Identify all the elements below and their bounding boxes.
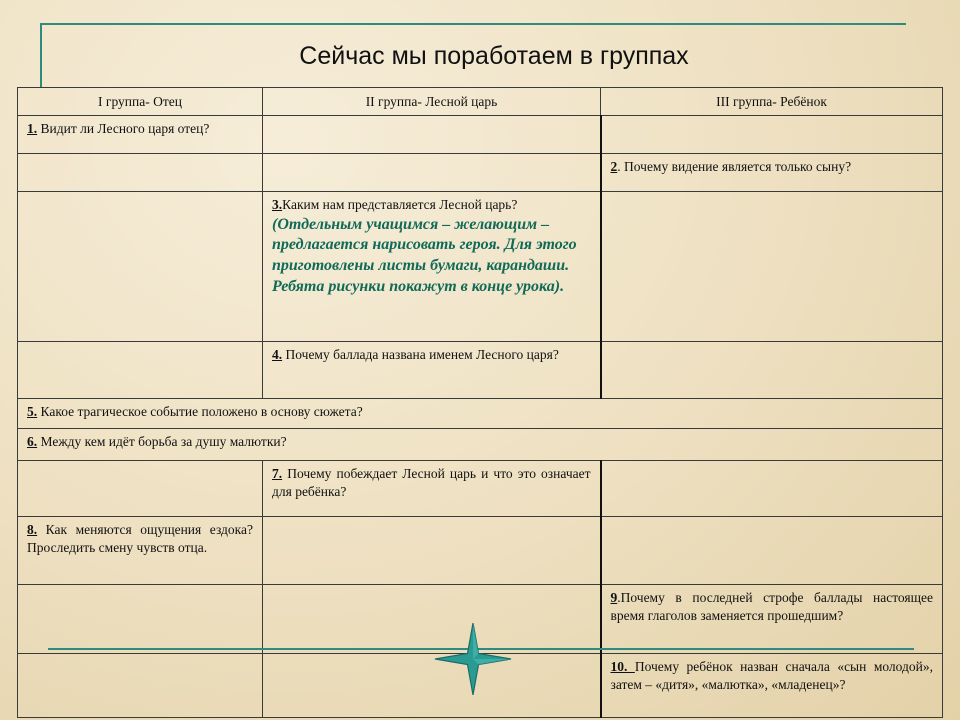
question-10-cell — [601, 654, 943, 718]
empty-cell — [601, 116, 943, 154]
question-2-cell — [601, 154, 943, 192]
question-7-cell — [263, 461, 601, 517]
table-row — [18, 461, 943, 517]
empty-cell — [263, 154, 601, 192]
frame-top-line — [40, 23, 906, 25]
empty-cell — [18, 654, 263, 718]
question-1-text: Видит ли Лесного царя отец? — [37, 121, 210, 136]
empty-cell — [263, 585, 601, 654]
question-1-number: 1. — [27, 121, 38, 136]
question-8-number: 8. — [27, 522, 38, 537]
empty-cell — [263, 654, 601, 718]
header-group-3: III группа- Ребёнок — [601, 88, 943, 116]
question-5-text: Какое трагическое событие положено в основу сюжета? — [37, 404, 363, 419]
question-7-text: Почему побеждает Лесной царь и что это означает для ребёнка? — [272, 466, 591, 499]
question-4-number: 4. — [272, 347, 283, 362]
empty-cell — [18, 154, 263, 192]
page-title: Сейчас мы поработаем в группах — [299, 42, 689, 70]
question-2-text: . Почему видение является только сыну? — [617, 159, 852, 174]
empty-cell — [18, 585, 263, 654]
question-6-number: 6. — [27, 434, 38, 449]
header-group-2: II группа- Лесной царь — [263, 88, 601, 116]
question-4-cell — [263, 342, 601, 399]
empty-cell — [263, 517, 601, 585]
question-6-text: Между кем идёт борьба за душу малютки? — [37, 434, 287, 449]
question-9-number: 9 — [610, 590, 618, 605]
table-header-row — [18, 88, 943, 116]
table-row — [18, 192, 943, 342]
question-9-cell — [601, 585, 943, 654]
question-9-text: .Почему в последней строфе баллады настоящее время глаголов заменяется прошедшим? — [610, 590, 933, 623]
question-2-number: 2 — [610, 159, 618, 174]
table-row — [18, 517, 943, 585]
question-6-cell — [18, 429, 943, 461]
question-3-number: 3. — [272, 197, 283, 212]
table-row — [18, 399, 943, 429]
question-3-cell — [263, 192, 601, 342]
empty-cell — [601, 461, 943, 517]
question-8-cell — [18, 517, 263, 585]
empty-cell — [601, 192, 943, 342]
compass-star-icon — [433, 623, 513, 695]
empty-cell — [601, 517, 943, 585]
table-row — [18, 116, 943, 154]
question-4-text: Почему баллада названа именем Лесного царя? — [282, 347, 559, 362]
header-group-1: I группа- Отец — [18, 88, 263, 116]
table-row — [18, 342, 943, 399]
question-7-number: 7. — [272, 466, 283, 481]
empty-cell — [18, 461, 263, 517]
empty-cell — [601, 342, 943, 399]
question-8-text: Как меняются ощущения ездока? Проследить смену чувств отца. — [27, 522, 253, 555]
empty-cell — [263, 116, 601, 154]
question-5-cell — [18, 399, 943, 429]
table-row — [18, 429, 943, 461]
question-10-text: Почему ребёнок назван сначала «сын молодой», затем – «дитя», «малютка», «младенец»? — [610, 659, 933, 692]
empty-cell — [18, 342, 263, 399]
question-3-note: (Отдельным учащимся – желающим – предлагается нарисовать героя. Для этого приготовлены листы бумаги, карандаши. Ребята рисунки покажут в конце урока). — [272, 215, 577, 295]
question-1-cell — [18, 116, 263, 154]
question-10-number: 10. — [610, 659, 635, 674]
question-3-text: Каким нам представляется Лесной царь? — [282, 197, 518, 212]
table-row — [18, 154, 943, 192]
question-5-number: 5. — [27, 404, 38, 419]
empty-cell — [18, 192, 263, 342]
